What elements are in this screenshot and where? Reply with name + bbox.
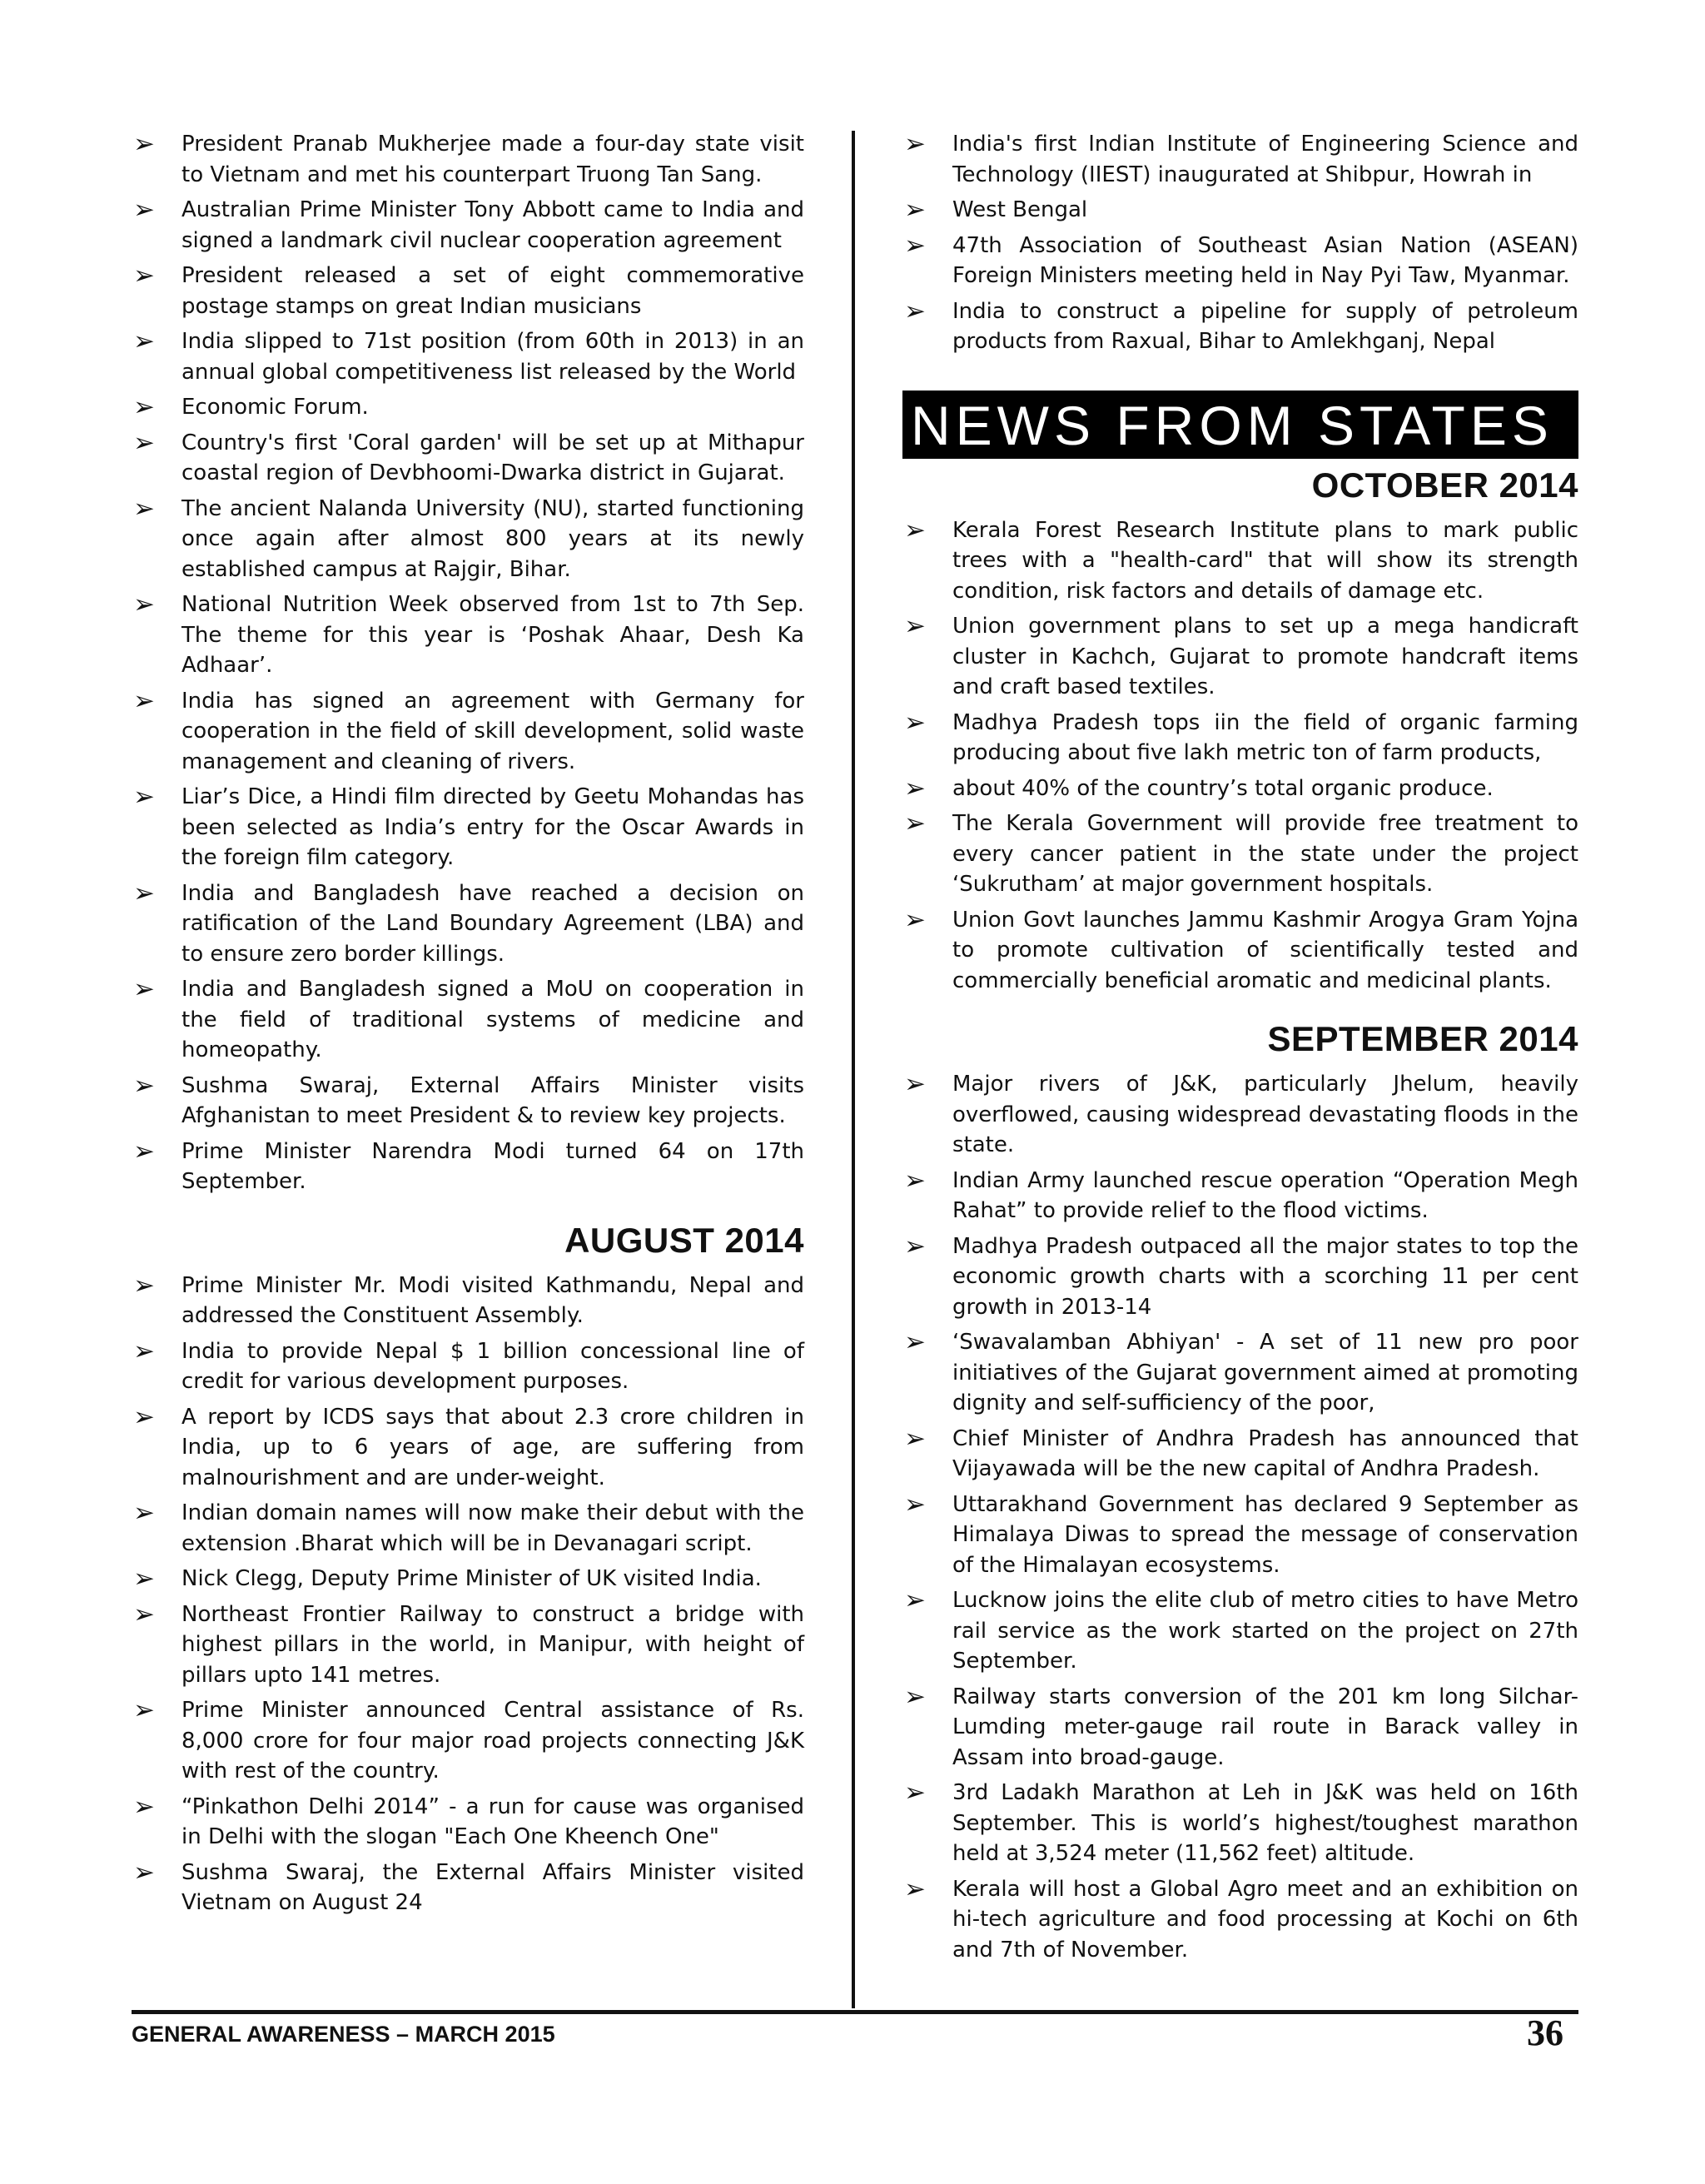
news-item-text: Nick Clegg, Deputy Prime Minister of UK visited India. xyxy=(181,1566,762,1591)
arrowhead-bullet-icon: ➢ xyxy=(133,1270,155,1301)
news-item-text: India slipped to 71st position (from 60th in 2013) in an annual global competitiveness list released by the World xyxy=(181,329,804,385)
news-item-text: President Pranab Mukherjee made a four-day state visit to Vietnam and met his counterpart Truong Tan Sang. xyxy=(181,132,804,187)
news-item-text: Northeast Frontier Railway to construct a bridge with highest pillars in the world, in Manipur, with height of pillars upto 141 metres. xyxy=(181,1601,804,1688)
news-item xyxy=(902,905,1578,997)
arrowhead-bullet-icon: ➢ xyxy=(904,1423,926,1454)
arrowhead-bullet-icon: ➢ xyxy=(133,1791,155,1822)
news-item-text: India to provide Nepal $ 1 billion concessional line of credit for various development purposes. xyxy=(181,1338,804,1394)
news-item-text: Kerala will host a Global Agro meet and an exhibition on hi-tech agriculture and food processing at Kochi on 6th and 7th of November. xyxy=(952,1876,1578,1963)
news-item xyxy=(902,129,1578,190)
news-item xyxy=(902,1682,1578,1774)
news-item-text: Lucknow joins the elite club of metro cities to have Metro rail service as the work started on the project on 27th September. xyxy=(952,1588,1578,1674)
news-item xyxy=(902,1490,1578,1581)
news-item xyxy=(902,808,1578,900)
news-item xyxy=(902,1166,1578,1226)
news-item xyxy=(902,1069,1578,1161)
news-item-text: about 40% of the country’s total organic produce. xyxy=(952,775,1494,801)
news-item xyxy=(132,1336,804,1397)
august-heading: AUGUST 2014 xyxy=(564,1220,804,1260)
news-item-text: National Nutrition Week observed from 1st to 7th Sep. The theme for this year is ‘Poshak Ahaar, Desh Ka Adhaar’. xyxy=(181,592,804,678)
news-item-text: India's first Indian Institute of Engineering Science and Technology (IIEST) inaugurated at Shibpur, Howrah in xyxy=(952,132,1578,187)
arrowhead-bullet-icon: ➢ xyxy=(904,773,926,803)
news-item xyxy=(902,1424,1578,1485)
news-item-text: “Pinkathon Delhi 2014” - a run for cause was organised in Delhi with the slogan "Each One Kheench One" xyxy=(181,1793,804,1849)
news-item xyxy=(902,774,1578,804)
arrowhead-bullet-icon: ➢ xyxy=(904,1681,926,1712)
news-item xyxy=(902,1585,1578,1677)
page-number: 36 xyxy=(1527,2012,1563,2053)
news-item-text: Australian Prime Minister Tony Abbott came to India and signed a landmark civil nuclear cooperation agreement xyxy=(181,197,804,253)
news-item xyxy=(132,782,804,873)
news-item-text: Prime Minister announced Central assistance of Rs. 8,000 crore for four major road projects connecting J&K with rest of the country. xyxy=(181,1698,804,1784)
news-item xyxy=(132,1271,804,1331)
arrowhead-bullet-icon: ➢ xyxy=(133,1599,155,1629)
arrowhead-bullet-icon: ➢ xyxy=(904,1585,926,1615)
news-item xyxy=(902,195,1578,226)
arrowhead-bullet-icon: ➢ xyxy=(133,326,155,356)
news-item-text: Liar’s Dice, a Hindi film directed by Geetu Mohandas has been selected as India’s entry for the Oscar Awards in the foreign film category. xyxy=(181,784,804,870)
news-item xyxy=(132,1564,804,1594)
news-item xyxy=(132,1071,804,1132)
arrowhead-bullet-icon: ➢ xyxy=(904,1489,926,1520)
news-item xyxy=(132,326,804,387)
news-item xyxy=(902,515,1578,607)
news-item xyxy=(902,1778,1578,1869)
news-item xyxy=(132,392,804,423)
news-item-text: Chief Minister of Andhra Pradesh has announced that Vijayawada will be the new capital of Andhra Pradesh. xyxy=(952,1425,1578,1481)
news-item xyxy=(902,1874,1578,1966)
arrowhead-bullet-icon: ➢ xyxy=(133,261,155,291)
news-item xyxy=(132,590,804,681)
arrowhead-bullet-icon: ➢ xyxy=(904,808,926,838)
news-item xyxy=(902,296,1578,357)
news-item-text: India and Bangladesh signed a MoU on cooperation in the field of traditional systems of medicine and homeopathy. xyxy=(181,977,804,1062)
september-news-list xyxy=(902,1069,1578,1965)
arrowhead-bullet-icon: ➢ xyxy=(133,392,155,422)
news-item-text: Major rivers of J&K, particularly Jhelum, heavily overflowed, causing widespread devastating floods in the state. xyxy=(952,1072,1578,1157)
arrowhead-bullet-icon: ➢ xyxy=(904,195,926,225)
news-item-text: Madhya Pradesh tops iin the field of organic farming producing about five lakh metric ton of farm products, xyxy=(952,709,1578,765)
news-item xyxy=(132,686,804,778)
arrowhead-bullet-icon: ➢ xyxy=(133,685,155,716)
column-divider xyxy=(852,131,855,2008)
news-item xyxy=(902,708,1578,769)
arrowhead-bullet-icon: ➢ xyxy=(904,611,926,641)
arrowhead-bullet-icon: ➢ xyxy=(904,1069,926,1099)
news-item-text: Economic Forum. xyxy=(181,395,369,420)
news-item-text: Sushma Swaraj, External Affairs Minister visits Afghanistan to meet President & to review key projects. xyxy=(181,1072,804,1128)
arrowhead-bullet-icon: ➢ xyxy=(904,296,926,326)
arrowhead-bullet-icon: ➢ xyxy=(133,1070,155,1101)
news-item-text: The ancient Nalanda University (NU), started functioning once again after almost 800 years at its newly established campus at Rajgir, Bihar. xyxy=(181,495,804,582)
arrowhead-bullet-icon: ➢ xyxy=(133,1695,155,1725)
news-item-text: ‘Swavalamban Abhiyan' - A set of 11 new pro poor initiatives of the Gujarat government aimed at promoting dignity and self-sufficiency of the poor, xyxy=(952,1330,1578,1415)
arrowhead-bullet-icon: ➢ xyxy=(133,1401,155,1432)
news-item xyxy=(902,1327,1578,1419)
news-item xyxy=(132,1498,804,1559)
october-heading: OCTOBER 2014 xyxy=(1311,465,1578,505)
arrowhead-bullet-icon: ➢ xyxy=(904,1231,926,1261)
news-item xyxy=(132,494,804,585)
arrowhead-bullet-icon: ➢ xyxy=(133,1136,155,1167)
arrowhead-bullet-icon: ➢ xyxy=(133,974,155,1004)
arrowhead-bullet-icon: ➢ xyxy=(133,195,155,225)
arrowhead-bullet-icon: ➢ xyxy=(904,230,926,261)
news-item xyxy=(902,231,1578,291)
news-item-text: A report by ICDS says that about 2.3 crore children in India, up to 6 years of age, are suffering from malnourishment and are under-weight. xyxy=(181,1404,804,1490)
news-item-text: Kerala Forest Research Institute plans to mark public trees with a "health-card" that will show its strength condition, risk factors and details of damage etc. xyxy=(952,517,1578,604)
news-item xyxy=(132,1695,804,1787)
arrowhead-bullet-icon: ➢ xyxy=(904,129,926,159)
news-item-text: India and Bangladesh have reached a decision on ratification of the Land Boundary Agreement (LBA) and to ensure zero border killings. xyxy=(181,880,804,967)
news-item-text: President released a set of eight commemorative postage stamps on great Indian musicians xyxy=(181,263,804,319)
arrowhead-bullet-icon: ➢ xyxy=(133,590,155,619)
arrowhead-bullet-icon: ➢ xyxy=(904,515,926,545)
arrowhead-bullet-icon: ➢ xyxy=(904,1873,926,1904)
arrowhead-bullet-icon: ➢ xyxy=(904,707,926,738)
news-item-text: Prime Minister Narendra Modi turned 64 on 17th September. xyxy=(181,1138,804,1194)
august-news-list xyxy=(132,1271,804,1918)
news-item-text: Country's first 'Coral garden' will be set up at Mithapur coastal region of Devbhoomi-Dwarka district in Gujarat. xyxy=(181,430,804,485)
arrowhead-bullet-icon: ➢ xyxy=(904,1778,926,1808)
news-item-text: Prime Minister Mr. Modi visited Kathmandu, Nepal and addressed the Constituent Assembly. xyxy=(181,1272,804,1328)
news-item-text: Union Govt launches Jammu Kashmir Arogya Gram Yojna to promote cultivation of scientifically tested and commercially beneficial aromatic and medicinal plants. xyxy=(952,907,1578,993)
news-item-text: India to construct a pipeline for supply of petroleum products from Raxual, Bihar to Amlekhganj, Nepal xyxy=(952,298,1578,354)
news-item-text: Madhya Pradesh outpaced all the major states to top the economic growth charts with a scorching 11 per cent growth in 2013-14 xyxy=(952,1233,1578,1320)
news-item xyxy=(132,1792,804,1853)
news-item xyxy=(132,878,804,970)
news-item-text: 47th Association of Southeast Asian Nation (ASEAN) Foreign Ministers meeting held in Nay Pyi Taw, Myanmar. xyxy=(952,232,1578,288)
news-item xyxy=(132,261,804,321)
arrowhead-bullet-icon: ➢ xyxy=(133,129,155,159)
news-item-text: Indian domain names will now make their debut with the extension .Bharat which will be in Devanagari script. xyxy=(181,1500,804,1556)
news-item xyxy=(132,974,804,1066)
news-item-text: Sushma Swaraj, the External Affairs Minister visited Vietnam on August 24 xyxy=(181,1859,804,1915)
news-item xyxy=(132,1858,804,1918)
news-item-text: Indian Army launched rescue operation “Operation Megh Rahat” to provide relief to the flood victims. xyxy=(952,1167,1578,1223)
arrowhead-bullet-icon: ➢ xyxy=(904,1327,926,1357)
september-heading: SEPTEMBER 2014 xyxy=(1267,1019,1578,1058)
news-item-text: The Kerala Government will provide free treatment to every cancer patient in the state under the project ‘Sukrutham’ at major government hospitals. xyxy=(952,811,1578,897)
arrowhead-bullet-icon: ➢ xyxy=(133,878,155,908)
news-item xyxy=(132,1137,804,1197)
arrowhead-bullet-icon: ➢ xyxy=(133,1564,155,1594)
arrowhead-bullet-icon: ➢ xyxy=(133,782,155,812)
news-from-states-banner: NEWS FROM STATES xyxy=(902,391,1578,459)
news-item-text: India has signed an agreement with Germany for cooperation in the field of skill development, solid waste management and cleaning of rivers. xyxy=(181,688,804,774)
arrowhead-bullet-icon: ➢ xyxy=(133,427,155,458)
arrowhead-bullet-icon: ➢ xyxy=(133,493,155,524)
right-news-list xyxy=(902,129,1578,357)
left-column xyxy=(132,129,804,1923)
arrowhead-bullet-icon: ➢ xyxy=(904,1165,926,1196)
news-item xyxy=(132,195,804,256)
news-item xyxy=(132,129,804,190)
news-item-text: 3rd Ladakh Marathon at Leh in J&K was held on 16th September. This is world’s highest/toughest marathon held at 3,524 meter (11,562 feet) altitude. xyxy=(952,1780,1578,1866)
arrowhead-bullet-icon: ➢ xyxy=(133,1498,155,1528)
news-item xyxy=(132,428,804,489)
right-column xyxy=(902,129,1578,1970)
news-item-text: Union government plans to set up a mega handicraft cluster in Kachch, Gujarat to promote handcraft items and craft based textiles. xyxy=(952,614,1578,699)
news-item xyxy=(132,1599,804,1691)
arrowhead-bullet-icon: ➢ xyxy=(904,904,926,935)
news-item-text: Uttarakhand Government has declared 9 September as Himalaya Diwas to spread the message of conservation of the Himalayan ecosystems. xyxy=(952,1491,1578,1578)
left-news-list xyxy=(132,129,804,1197)
news-item-text: West Bengal xyxy=(952,197,1088,222)
arrowhead-bullet-icon: ➢ xyxy=(133,1336,155,1366)
news-item xyxy=(902,611,1578,703)
footer-title: GENERAL AWARENESS – MARCH 2015 xyxy=(132,2022,555,2047)
news-item xyxy=(902,1231,1578,1323)
news-item-text: Railway starts conversion of the 201 km long Silchar-Lumding meter-gauge rail route in Barack valley in Assam into broad-gauge. xyxy=(952,1684,1578,1770)
news-item xyxy=(132,1402,804,1494)
october-news-list xyxy=(902,515,1578,997)
arrowhead-bullet-icon: ➢ xyxy=(133,1857,155,1888)
footer-rule xyxy=(132,2010,1578,2014)
